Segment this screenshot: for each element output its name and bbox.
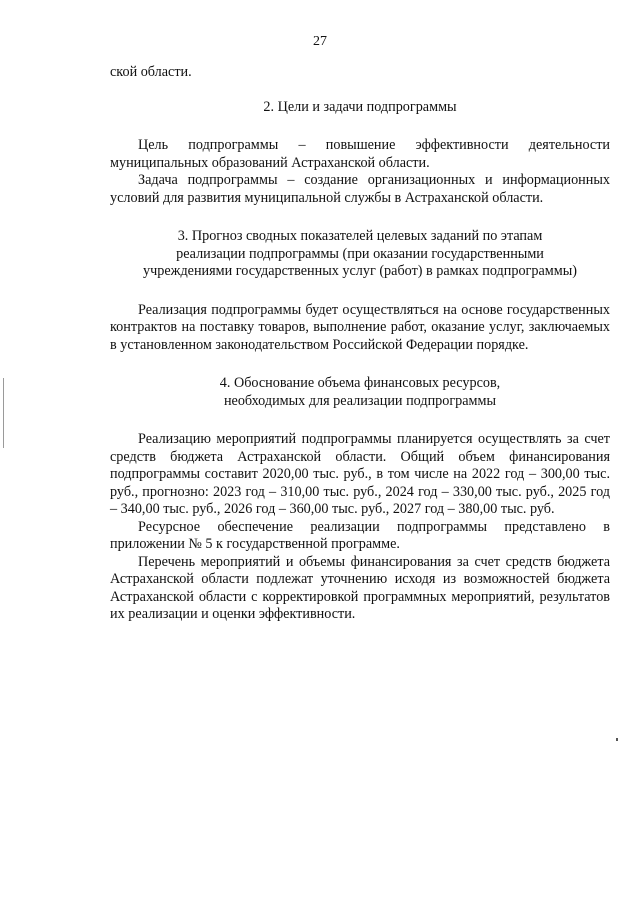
section-3-heading	[110, 228, 610, 281]
section-4-paragraph: Реализацию мероприятий подпрограммы планируется осуществлять за счет средств бюджета Астраханской области. Общий объем финансирования подпрограммы составит 2020,00 тыс. руб., в том числе на 2022 год – 300,00 тыс. руб., прогнозно: 2023 год – 310,00 тыс. руб., 2024 год – 330,00 тыс. руб., 2025 год – 340,00 тыс. руб., 2026 год – 360,00 тыс. руб., 2027 год – 380,00 тыс. руб.	[110, 431, 610, 517]
scan-speck	[616, 738, 618, 741]
section-3-paragraph: Реализация подпрограммы будет осуществляться на основе государственных контрактов на поставку товаров, выполнение работ, оказание услуг, заключаемых в установленном законодательством Российской Федерации порядке.	[110, 301, 610, 353]
section-4-heading-line: 4. Обоснование объема финансовых ресурсов,	[219, 375, 501, 391]
section-4-heading-line: необходимых для реализации подпрограммы	[223, 392, 497, 409]
section-2-heading: 2. Цели и задачи подпрограммы	[263, 98, 457, 115]
section-3-heading-line: учреждениями государственных услуг (работ) в рамках подпрограммы)	[143, 263, 577, 279]
document-body	[110, 64, 610, 624]
section-2-paragraph: Цель подпрограммы – повышение эффективности деятельности муниципальных образований Астраханской области.	[110, 137, 610, 171]
scan-edge-mark	[3, 378, 4, 448]
section-3-heading-line: 3. Прогноз сводных показателей целевых заданий по этапам	[177, 228, 543, 244]
lead-fragment: ской области.	[110, 64, 192, 80]
page-number: 27	[313, 34, 327, 49]
section-4-paragraph: Ресурсное обеспечение реализации подпрограммы представлено в приложении № 5 к государственной программе.	[110, 518, 610, 552]
section-4-heading	[110, 375, 610, 410]
section-2-paragraph: Задача подпрограммы – создание организационных и информационных условий для развития муниципальной службы в Астраханской области.	[110, 172, 610, 206]
section-3-heading-line: реализации подпрограммы (при оказании государственными	[176, 245, 544, 262]
section-4-paragraph: Перечень мероприятий и объемы финансирования за счет средств бюджета Астраханской области подлежат уточнению исходя из возможностей бюджета Астраханской области с корректировкой программных мероприятий, результатов их реализации и оценки эффективности.	[110, 553, 610, 622]
